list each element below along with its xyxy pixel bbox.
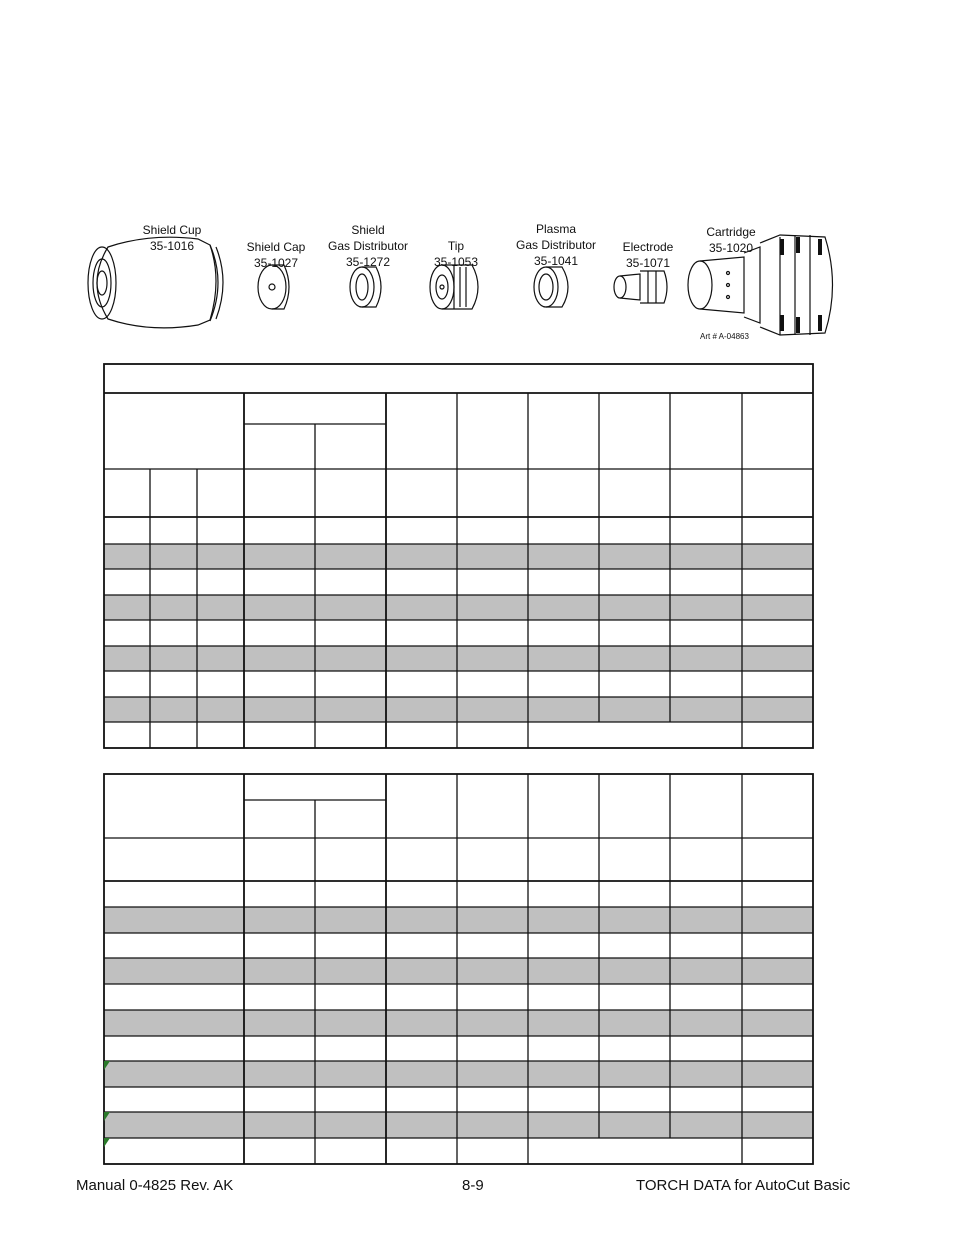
- table-1-shaded-row: [104, 595, 813, 620]
- table-1: [104, 364, 813, 748]
- part-label-electrode: Electrode 35-1071: [622, 240, 674, 270]
- footer-section-title: TORCH DATA for AutoCut Basic: [636, 1177, 851, 1194]
- table-1-shaded-row: [104, 544, 813, 569]
- part-label-shield-cup: Shield Cup 35-1016: [142, 223, 202, 253]
- footer-manual-number: Manual 0-4825 Rev. AK: [76, 1177, 234, 1194]
- table-2-shaded-row: [104, 1061, 813, 1087]
- part-label-tip: Tip 35-1053: [433, 239, 479, 269]
- table-1-shaded-row: [104, 646, 813, 671]
- part-label-cartridge: Cartridge 35-1020: [706, 225, 756, 255]
- part-label-plasma-gas-distributor: Plasma Gas Distributor 35-1041: [515, 222, 597, 268]
- art-number: Art # A-04863: [700, 332, 749, 341]
- table-2-shaded-row: [104, 1010, 813, 1036]
- table-2-shaded-row: [104, 958, 813, 984]
- footer-page-number: 8-9: [462, 1177, 484, 1194]
- table-2-shaded-row: [104, 907, 813, 933]
- table-2-shaded-row: [104, 1112, 813, 1138]
- table-2: [104, 774, 813, 1164]
- part-label-shield-cap: Shield Cap 35-1027: [246, 240, 306, 270]
- part-label-shield-gas-distributor: Shield Gas Distributor 35-1272: [327, 223, 409, 269]
- table-1-shaded-row: [104, 697, 813, 722]
